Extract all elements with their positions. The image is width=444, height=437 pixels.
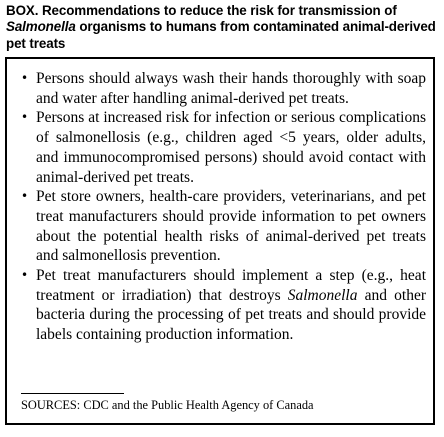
bullet-icon: • [21, 189, 29, 204]
recommendation-text: Persons at increased risk for infection or serious complications of salmonellosis (e.g., children aged <5 years, older adults, and immunocompromised persons) should avoid contact with animal-derived pet treats. [36, 109, 426, 186]
title-prefix: BOX. Recommendations to reduce the risk for transmission of [6, 3, 397, 18]
recommendations-list [21, 69, 426, 345]
box-title [6, 3, 440, 52]
bullet-icon: • [21, 110, 29, 125]
recommendation-text-italic: Salmonella [287, 286, 358, 304]
recommendation-item [21, 69, 426, 108]
sources-note: SOURCES: CDC and the Public Health Agency of Canada [21, 398, 314, 412]
title-italic-organism: Salmonella [6, 19, 76, 35]
bullet-icon: • [21, 71, 29, 85]
recommendations-box [5, 57, 435, 425]
recommendation-item [21, 266, 426, 345]
recommendation-text-before: Pet treat manufacturers should implement a step (e.g., heat treatment or irradiation) that destroys [36, 267, 426, 304]
recommendation-text: Persons should always wash their hands thoroughly with soap and water after handling animal-derived pet treats. [36, 70, 426, 107]
recommendation-text-after: and other bacteria during the processing of pet treats and should provide labels containing production information. [36, 286, 426, 344]
bullet-icon: • [21, 268, 29, 283]
sources-divider [21, 393, 124, 394]
recommendation-item [21, 108, 426, 187]
recommendation-text: Pet store owners, health-care providers, veterinarians, and pet treat manufacturers should provide information to pet owners about the potential health risks of animal-derived pet treats and salmonellosis prevention. [36, 188, 426, 265]
recommendation-item [21, 187, 426, 266]
title-suffix: organisms to humans from contaminated animal-derived pet treats [6, 19, 436, 51]
